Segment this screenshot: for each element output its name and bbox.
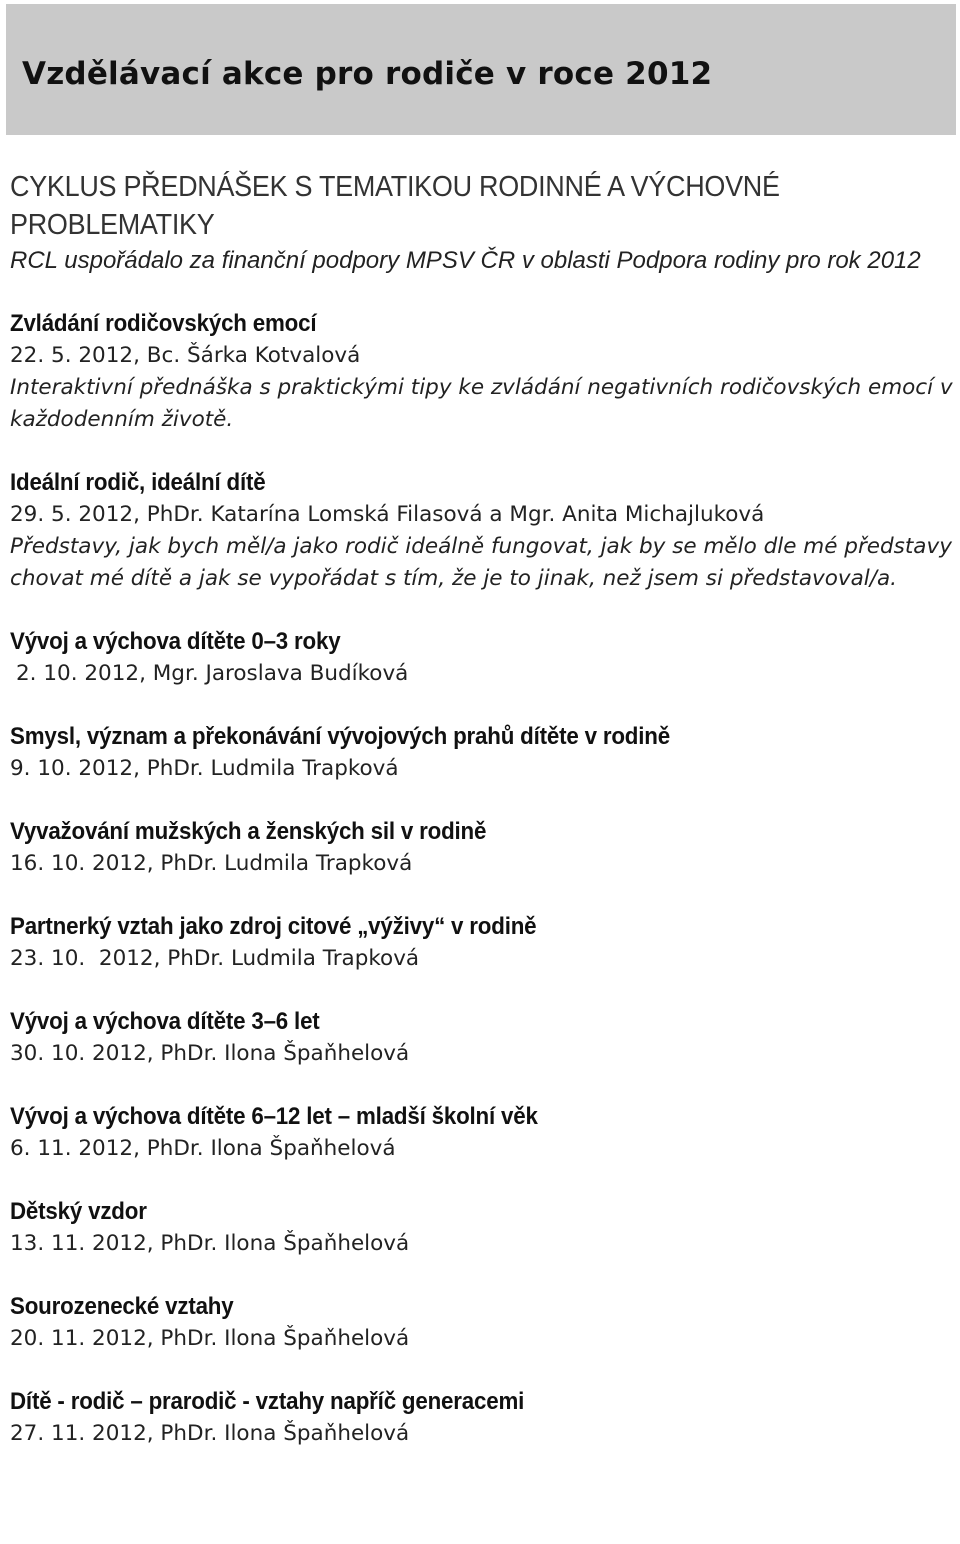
event-item — [10, 816, 950, 880]
event-item — [10, 1386, 950, 1450]
event-title: Zvládání rodičovských emocí — [10, 310, 317, 337]
document-body — [10, 168, 953, 1450]
event-item — [10, 721, 950, 785]
cycle-title: CYKLUS PŘEDNÁŠEK S TEMATIKOU RODINNÉ A VÝCHOVNÉ PROBLEMATIKY — [10, 171, 780, 241]
event-meta: 23. 10. 2012, PhDr. Ludmila Trapková — [10, 946, 420, 971]
event-item — [10, 467, 950, 595]
event-meta: 2. 10. 2012, Mgr. Jaroslava Budíková — [16, 661, 409, 686]
event-title: Ideální rodič, ideální dítě — [10, 469, 266, 496]
event-meta: 6. 11. 2012, PhDr. Ilona Špaňhelová — [10, 1136, 396, 1161]
event-item — [10, 1006, 950, 1070]
event-item — [10, 626, 950, 690]
event-title: Partnerký vztah jako zdroj citové „výživy“ v rodině — [10, 913, 537, 940]
event-title: Vyvažování mužských a ženských sil v rodině — [10, 818, 487, 845]
event-title: Dítě - rodič – prarodič - vztahy napříč generacemi — [10, 1388, 525, 1415]
event-meta: 30. 10. 2012, PhDr. Ilona Špaňhelová — [10, 1041, 410, 1066]
event-title: Vývoj a výchova dítěte 0–3 roky — [10, 628, 341, 655]
event-description: Interaktivní přednáška s praktickými tipy ke zvládání negativních rodičovských emocí v každodenním životě. — [10, 375, 953, 432]
event-title: Vývoj a výchova dítěte 3–6 let — [10, 1008, 320, 1035]
event-meta: 20. 11. 2012, PhDr. Ilona Špaňhelová — [10, 1326, 410, 1351]
event-item — [10, 308, 953, 436]
event-meta: 16. 10. 2012, PhDr. Ludmila Trapková — [10, 851, 413, 876]
event-item — [10, 1101, 950, 1165]
event-title: Smysl, význam a překonávání vývojových prahů dítěte v rodině — [10, 723, 670, 750]
event-item — [10, 911, 950, 975]
event-item — [10, 1291, 950, 1355]
event-meta: 22. 5. 2012, Bc. Šárka Kotvalová — [10, 343, 361, 368]
page-title: Vzdělávací akce pro rodiče v roce 2012 — [22, 56, 713, 92]
event-title: Vývoj a výchova dítěte 6–12 let – mladší školní věk — [10, 1103, 538, 1130]
header-box — [6, 4, 956, 135]
event-title: Sourozenecké vztahy — [10, 1293, 234, 1320]
event-meta: 27. 11. 2012, PhDr. Ilona Špaňhelová — [10, 1421, 410, 1446]
cycle-subtitle: RCL uspořádalo za finanční podpory MPSV ČR v oblasti Podpora rodiny pro rok 2012 — [10, 247, 921, 274]
event-meta: 13. 11. 2012, PhDr. Ilona Špaňhelová — [10, 1231, 410, 1256]
event-item — [10, 1196, 950, 1260]
event-title: Dětský vzdor — [10, 1198, 147, 1225]
event-description: Představy, jak bych měl/a jako rodič ideálně fungovat, jak by se mělo dle mé představy chovat mé dítě a jak se vypořádat s tím, že je to jinak, než jsem si představoval/a. — [10, 534, 952, 591]
event-meta: 9. 10. 2012, PhDr. Ludmila Trapková — [10, 756, 399, 781]
event-meta: 29. 5. 2012, PhDr. Katarína Lomská Filasová a Mgr. Anita Michajluková — [10, 502, 765, 527]
